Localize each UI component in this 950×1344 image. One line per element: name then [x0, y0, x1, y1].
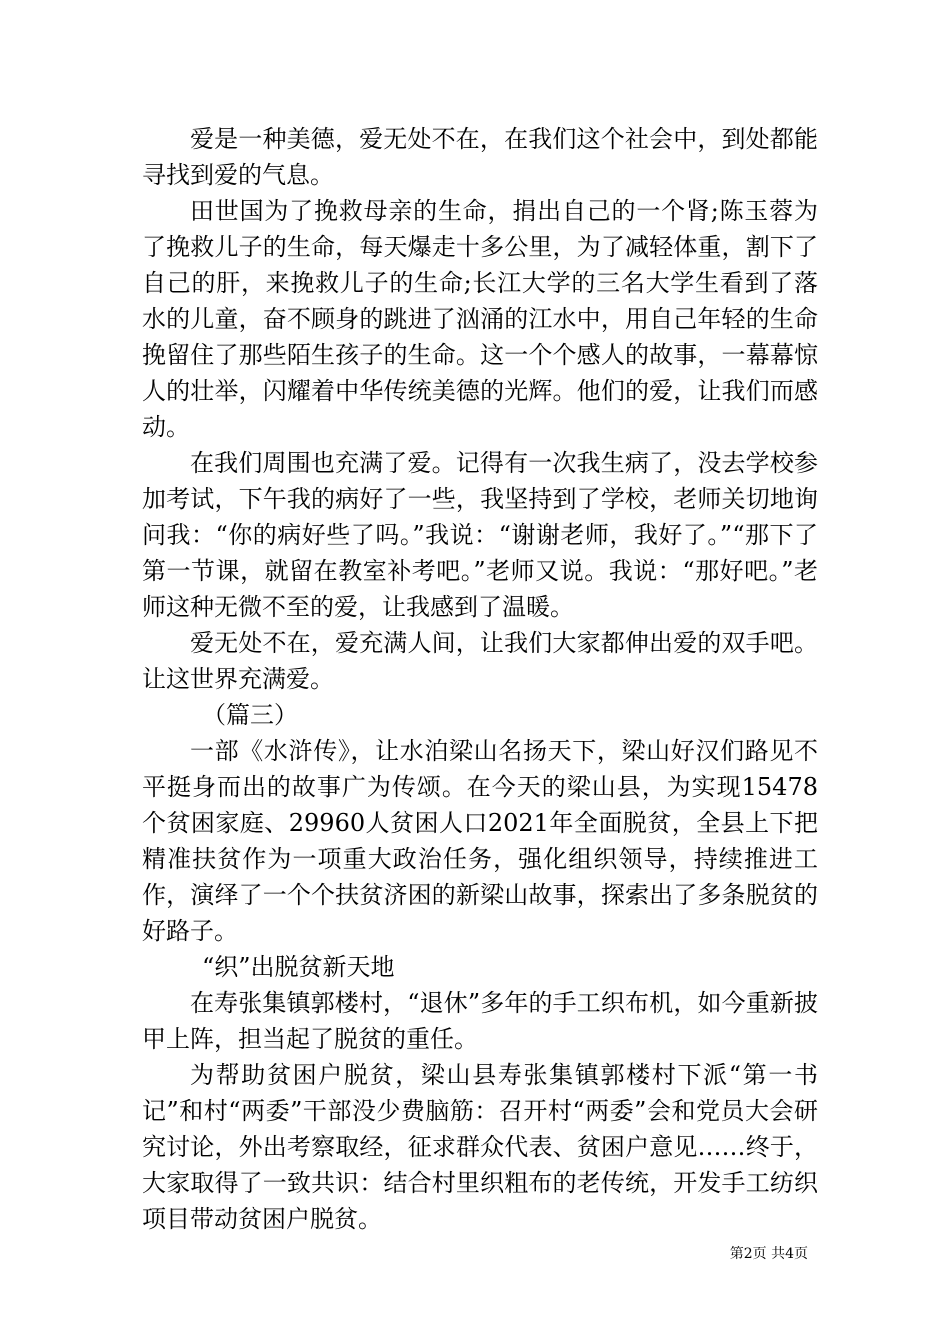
paragraph-loom-return: 在寿张集镇郭楼村，“退休”多年的手工织布机，如今重新披甲上阵，担当起了脱贫的重任。	[142, 989, 818, 1053]
section-heading-part-three: （篇三）	[202, 701, 298, 729]
paragraph-liangshan-intro: 一部《水浒传》，让水泊梁山名扬天下，梁山好汉们路见不平挺身而出的故事广为传颂。在今天的梁山县，为实现15478个贫困家庭、29960人贫困人口2021年全面脱贫，全县上下把精准扶贫作为一项重大政治任务，强化组织领导，持续推进工作，演绎了一个个扶贫济困的新梁山故事，探索出了多条脱贫的好路子。	[142, 737, 818, 945]
paragraph-love-virtue: 爱是一种美德，爱无处不在，在我们这个社会中，到处都能寻找到爱的气息。	[142, 125, 818, 189]
page-number-footer: 第2页 共4页	[729, 1246, 808, 1262]
subheading-weaving: “织”出脱贫新天地	[202, 953, 395, 981]
paragraph-teacher-care: 在我们周围也充满了爱。记得有一次我生病了，没去学校参加考试，下午我的病好了一些，我坚持到了学校，老师关切地询问我：“你的病好些了吗。”我说：“谢谢老师，我好了。”“那下了第一节课，就留在教室补考吧。”老师又说。我说：“那好吧。”老师这种无微不至的爱，让我感到了温暖。	[142, 449, 818, 621]
paragraph-touching-stories: 田世国为了挽救母亲的生命，捐出自己的一个肾;陈玉蓉为了挽救儿子的生命，每天爆走十多公里，为了减轻体重，割下了自己的肝，来挽救儿子的生命;长江大学的三名大学生看到了落水的儿童，奋不顾身的跳进了汹涌的江水中，用自己年轻的生命挽留住了那些陌生孩子的生命。这一个个感人的故事，一幕幕惊人的壮举，闪耀着中华传统美德的光辉。他们的爱，让我们而感动。	[142, 197, 818, 441]
paragraph-love-everywhere: 爱无处不在，爱充满人间，让我们大家都伸出爱的双手吧。让这世界充满爱。	[142, 629, 818, 693]
document-body	[142, 121, 818, 1237]
paragraph-poverty-plan: 为帮助贫困户脱贫，梁山县寿张集镇郭楼村下派“第一书记”和村“两委”干部没少费脑筋：召开村“两委”会和党员大会研究讨论，外出考察取经，征求群众代表、贫困户意见……终于，大家取得了一致共识：结合村里织粗布的老传统，开发手工纺织项目带动贫困户脱贫。	[142, 1061, 818, 1233]
